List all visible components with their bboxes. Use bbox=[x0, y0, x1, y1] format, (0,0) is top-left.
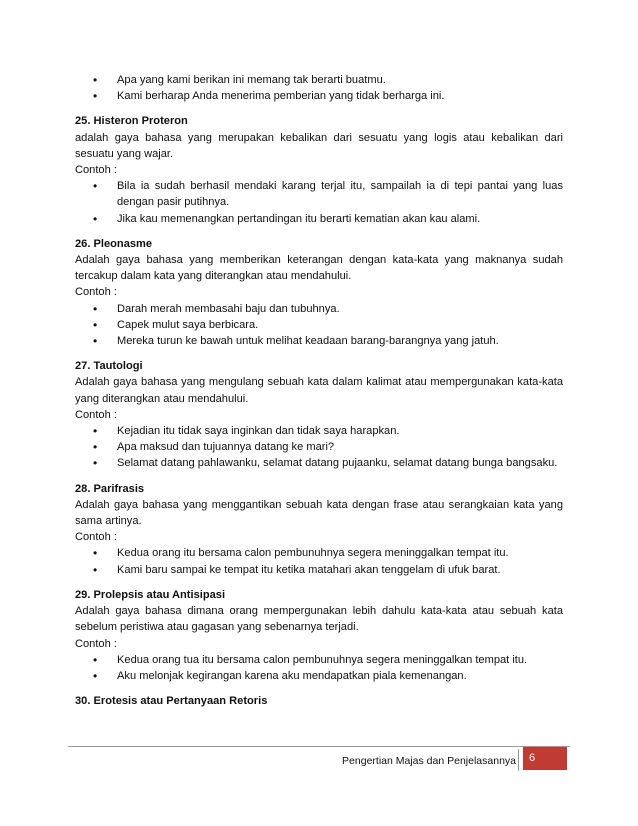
section-erotesis bbox=[75, 693, 563, 709]
section-parifrasis bbox=[75, 481, 563, 578]
list-item: • Kami berharap Anda menerima pemberian yang tidak berharga ini. bbox=[117, 88, 563, 104]
example-label: Contoh : bbox=[75, 164, 117, 177]
section-heading: 29. Prolepsis atau Antisipasi bbox=[75, 588, 226, 601]
section-tautologi bbox=[75, 358, 563, 471]
footer-title: Pengertian Majas dan Penjelasannya bbox=[342, 755, 516, 767]
list-item: • Apa maksud dan tujuannya datang ke mari? bbox=[117, 439, 563, 455]
list-item: • Mereka turun ke bawah untuk melihat keadaan barang-barangnya yang jatuh. bbox=[117, 333, 563, 349]
section-pleonasme bbox=[75, 236, 563, 349]
section-definition: Adalah gaya bahasa yang menggantikan sebuah kata dengan frase atau serangkaian kata yang sama artinya. bbox=[75, 498, 563, 528]
section-prolepsis bbox=[75, 587, 563, 684]
page-number-badge: 6 bbox=[523, 747, 567, 770]
list-item: • Selamat datang pahlawanku, selamat datang pujaanku, selamat datang bunga bangsaku. bbox=[117, 455, 563, 471]
example-label: Contoh : bbox=[75, 637, 117, 650]
section-definition: adalah gaya bahasa yang merupakan kebalikan dari sesuatu yang logis atau kebalikan dari sesuatu yang wajar. bbox=[75, 131, 563, 160]
example-list bbox=[75, 178, 563, 227]
section-heading: 28. Parifrasis bbox=[75, 482, 145, 495]
example-list bbox=[75, 301, 563, 350]
example-label: Contoh : bbox=[75, 408, 117, 421]
example-list bbox=[75, 423, 563, 472]
section-definition: Adalah gaya bahasa dimana orang mempergunakan lebih dahulu kata-kata atau sebuah kata sebelum peristiwa atau gagasan yang sebenarnya terjadi. bbox=[75, 605, 563, 634]
list-item: • Kedua orang tua itu bersama calon pembunuhnya segera meninggalkan tempat itu. bbox=[117, 652, 563, 668]
section-heading: 30. Erotesis atau Pertanyaan Retoris bbox=[75, 695, 268, 708]
section-histeron-proteron bbox=[75, 113, 563, 226]
list-item: • Apa yang kami berikan ini memang tak berarti buatmu. bbox=[117, 72, 563, 88]
page-footer bbox=[68, 746, 570, 772]
example-list bbox=[75, 545, 563, 577]
list-item: • Capek mulut saya berbicara. bbox=[117, 317, 563, 333]
example-list bbox=[75, 652, 563, 684]
list-item: • Bila ia sudah berhasil mendaki karang terjal itu, sampailah ia di tepi pantai yang luas dengan pasir putihnya. bbox=[117, 178, 563, 210]
footer-divider bbox=[68, 746, 570, 747]
section-definition: Adalah gaya bahasa yang mengulang sebuah kata dalam kalimat atau mempergunakan kata-kata yang diterangkan atau mendahului. bbox=[75, 376, 563, 405]
document-body bbox=[75, 72, 563, 709]
list-item: • Jika kau memenangkan pertandingan itu berarti kematian akan kau alami. bbox=[117, 211, 563, 227]
footer-separator bbox=[518, 749, 519, 771]
section-definition: Adalah gaya bahasa yang memberikan keterangan dengan kata-kata yang maknanya sudah tercakup dalam kata yang diterangkan atau mendahului. bbox=[75, 254, 563, 283]
section-heading: 26. Pleonasme bbox=[75, 237, 153, 250]
example-label: Contoh : bbox=[75, 531, 117, 544]
list-item: • Darah merah membasahi baju dan tubuhnya. bbox=[117, 301, 563, 317]
section-heading: 27. Tautologi bbox=[75, 360, 143, 373]
list-item: • Kedua orang itu bersama calon pembunuhnya segera meninggalkan tempat itu. bbox=[117, 545, 563, 561]
list-item: • Kami baru sampai ke tempat itu ketika matahari akan tenggelam di ufuk barat. bbox=[117, 562, 563, 578]
section-heading: 25. Histeron Proteron bbox=[75, 115, 188, 128]
list-item: • Aku melonjak kegirangan karena aku mendapatkan piala kemenangan. bbox=[117, 668, 563, 684]
list-item: • Kejadian itu tidak saya inginkan dan tidak saya harapkan. bbox=[117, 423, 563, 439]
top-bullet-list bbox=[75, 72, 563, 104]
example-label: Contoh : bbox=[75, 286, 117, 299]
